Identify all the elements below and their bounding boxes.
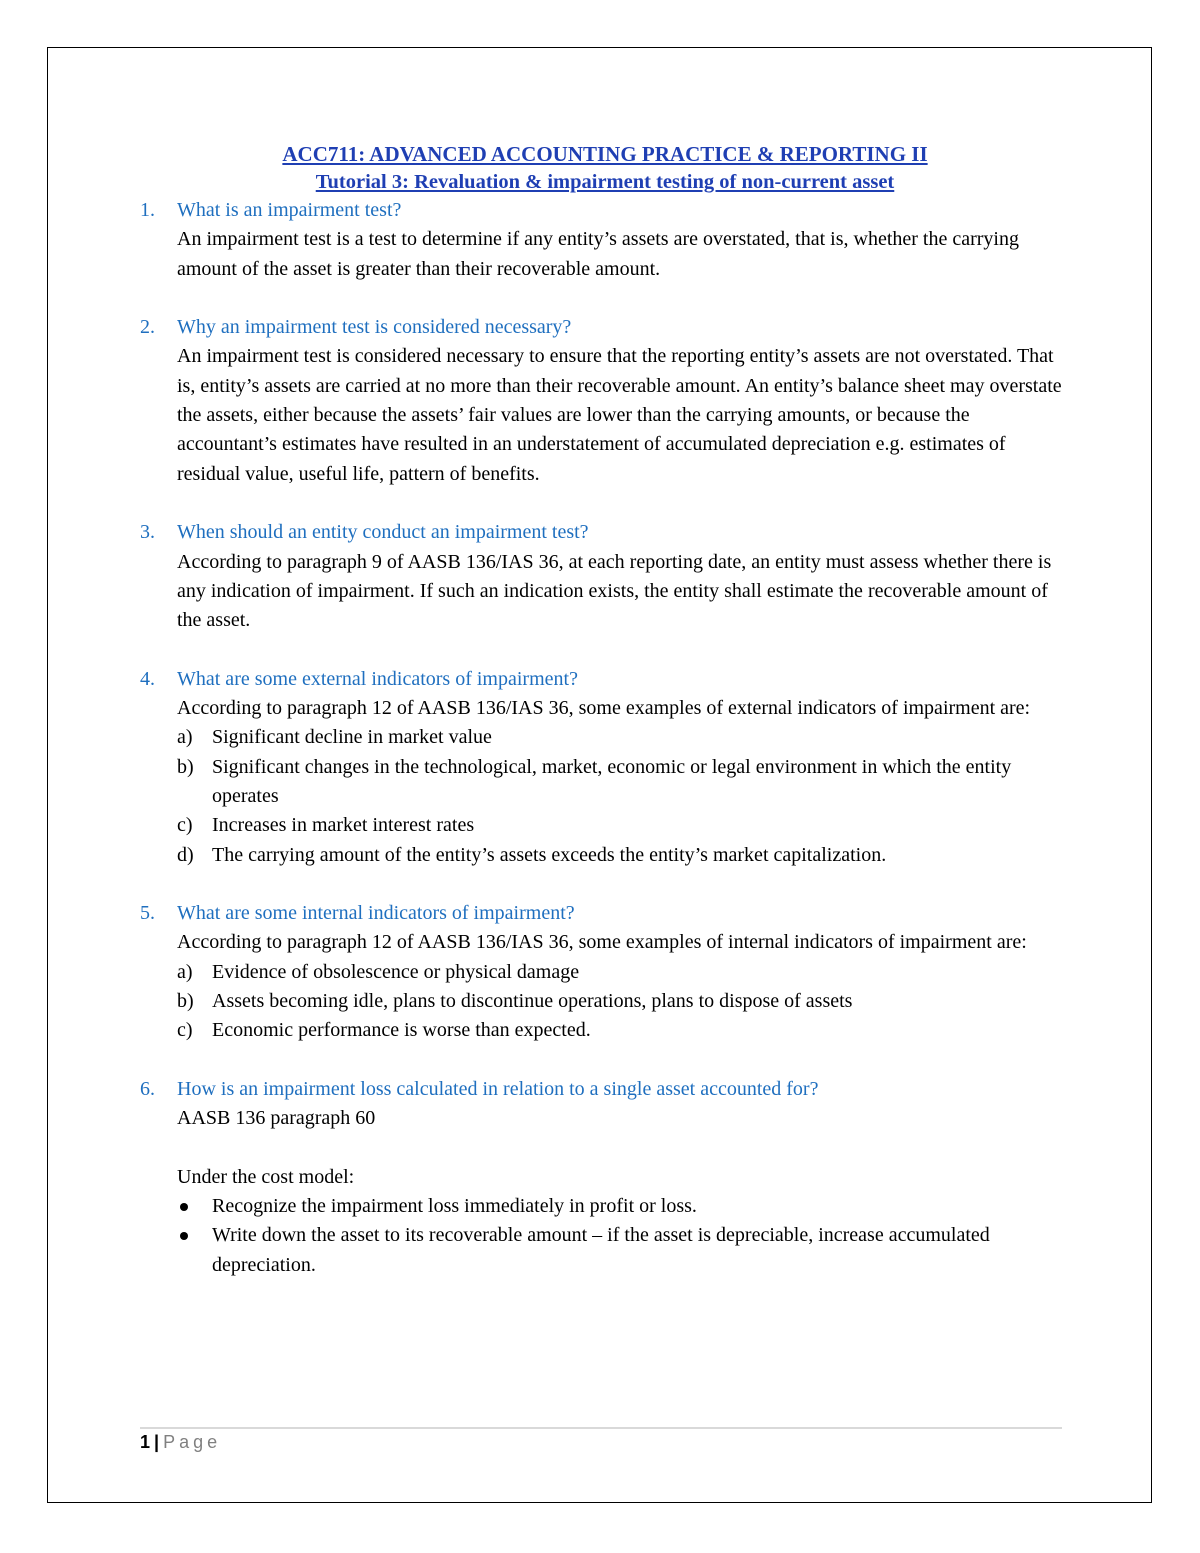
list-item-label: d) — [177, 843, 194, 866]
question-number: 5. — [140, 902, 155, 925]
page-number: 1 — [140, 1432, 151, 1452]
question-text: What are some external indicators of impairment? — [177, 667, 578, 690]
question-1 — [140, 196, 1070, 284]
answer-text: According to paragraph 12 of AASB 136/IAS 36, some examples of internal indicators of impairment are: — [177, 931, 1027, 954]
list-item-label: a) — [177, 960, 193, 983]
list-item-text: The carrying amount of the entity’s assets exceeds the entity’s market capitalization. — [212, 843, 887, 866]
question-text: What is an impairment test? — [177, 199, 402, 221]
list-item — [177, 723, 1070, 752]
question-5 — [140, 899, 1070, 1045]
list-item-text: Increases in market interest rates — [212, 814, 475, 837]
list-item-label: c) — [177, 814, 193, 837]
list-item-label: a) — [177, 726, 193, 749]
question-text: How is an impairment loss calculated in relation to a single asset accounted for? — [177, 1077, 819, 1100]
footer-separator: | — [154, 1432, 160, 1452]
question-4 — [140, 665, 1070, 870]
answer-text: According to paragraph 9 of AASB 136/IAS 36, at each reporting date, an entity must assess whether there is any indication of impairment. If such an indication exists, the entity shall estimate the recoverable amount of the asset. — [177, 550, 1052, 632]
list-item-label: c) — [177, 1019, 193, 1042]
answer-text: According to paragraph 12 of AASB 136/IAS 36, some examples of external indicators of impairment are: — [177, 697, 1031, 720]
bullet-item — [177, 1221, 1070, 1280]
answer-text: An impairment test is a test to determine if any entity’s assets are overstated, that is, whether the carrying amount of the asset is greater than their recoverable amount. — [177, 228, 1019, 280]
question-6 — [140, 1075, 1070, 1280]
list-item — [177, 958, 1070, 987]
bullet-text: Write down the asset to its recoverable amount – if the asset is depreciable, increase accumulated depreciation. — [212, 1224, 990, 1276]
document-subtitle: Tutorial 3: Revaluation & impairment testing of non-current asset — [315, 171, 895, 193]
list-item-label: b) — [177, 990, 194, 1013]
bullet-icon — [180, 1232, 188, 1240]
question-number: 1. — [140, 199, 155, 221]
question-3 — [140, 518, 1070, 635]
list-item — [177, 811, 1070, 840]
answer-text: An impairment test is considered necessary to ensure that the reporting entity’s assets are not overstated. That is, entity’s assets are carried at no more than their recoverable amount. An entity’s balance sheet may overstate the assets, either because the assets’ fair values are lower than the carrying amounts, or because the accountant’s estimates have resulted in an understatement of accumulated depreciation e.g. estimates of residual value, useful life, pattern of benefits. — [177, 345, 1062, 485]
question-number: 4. — [140, 667, 155, 690]
question-text: What are some internal indicators of impairment? — [177, 902, 575, 925]
question-number: 3. — [140, 521, 155, 544]
question-number: 2. — [140, 316, 155, 339]
list-item-text: Significant changes in the technological, market, economic or legal environment in which the entity operates — [212, 755, 1012, 807]
list-item-text: Assets becoming idle, plans to discontinue operations, plans to dispose of assets — [212, 990, 853, 1013]
page-footer — [140, 1432, 221, 1453]
list-item-label: b) — [177, 755, 194, 778]
question-2 — [140, 313, 1070, 489]
blank-line — [177, 1134, 1070, 1163]
list-item-text: Significant decline in market value — [212, 726, 492, 749]
list-item — [177, 753, 1070, 812]
bullet-icon — [180, 1203, 188, 1211]
bullet-text: Recognize the impairment loss immediately in profit or loss. — [212, 1195, 697, 1218]
answer-text: AASB 136 paragraph 60 — [177, 1107, 376, 1130]
question-number: 6. — [140, 1077, 155, 1100]
document-title: ACC711: ADVANCED ACCOUNTING PRACTICE & REPORTING II — [282, 142, 928, 166]
model-heading: Under the cost model: — [177, 1165, 355, 1188]
question-text: Why an impairment test is considered necessary? — [177, 316, 572, 339]
bullet-item — [177, 1192, 1070, 1221]
list-item — [177, 1016, 1070, 1045]
list-item — [177, 841, 1070, 870]
page-label: Page — [163, 1432, 222, 1452]
list-item-text: Economic performance is worse than expected. — [212, 1019, 591, 1042]
list-item — [177, 987, 1070, 1016]
question-text: When should an entity conduct an impairment test? — [177, 521, 589, 544]
footer-divider — [140, 1427, 1062, 1429]
document-body — [140, 140, 1070, 1280]
list-item-text: Evidence of obsolescence or physical damage — [212, 960, 580, 983]
